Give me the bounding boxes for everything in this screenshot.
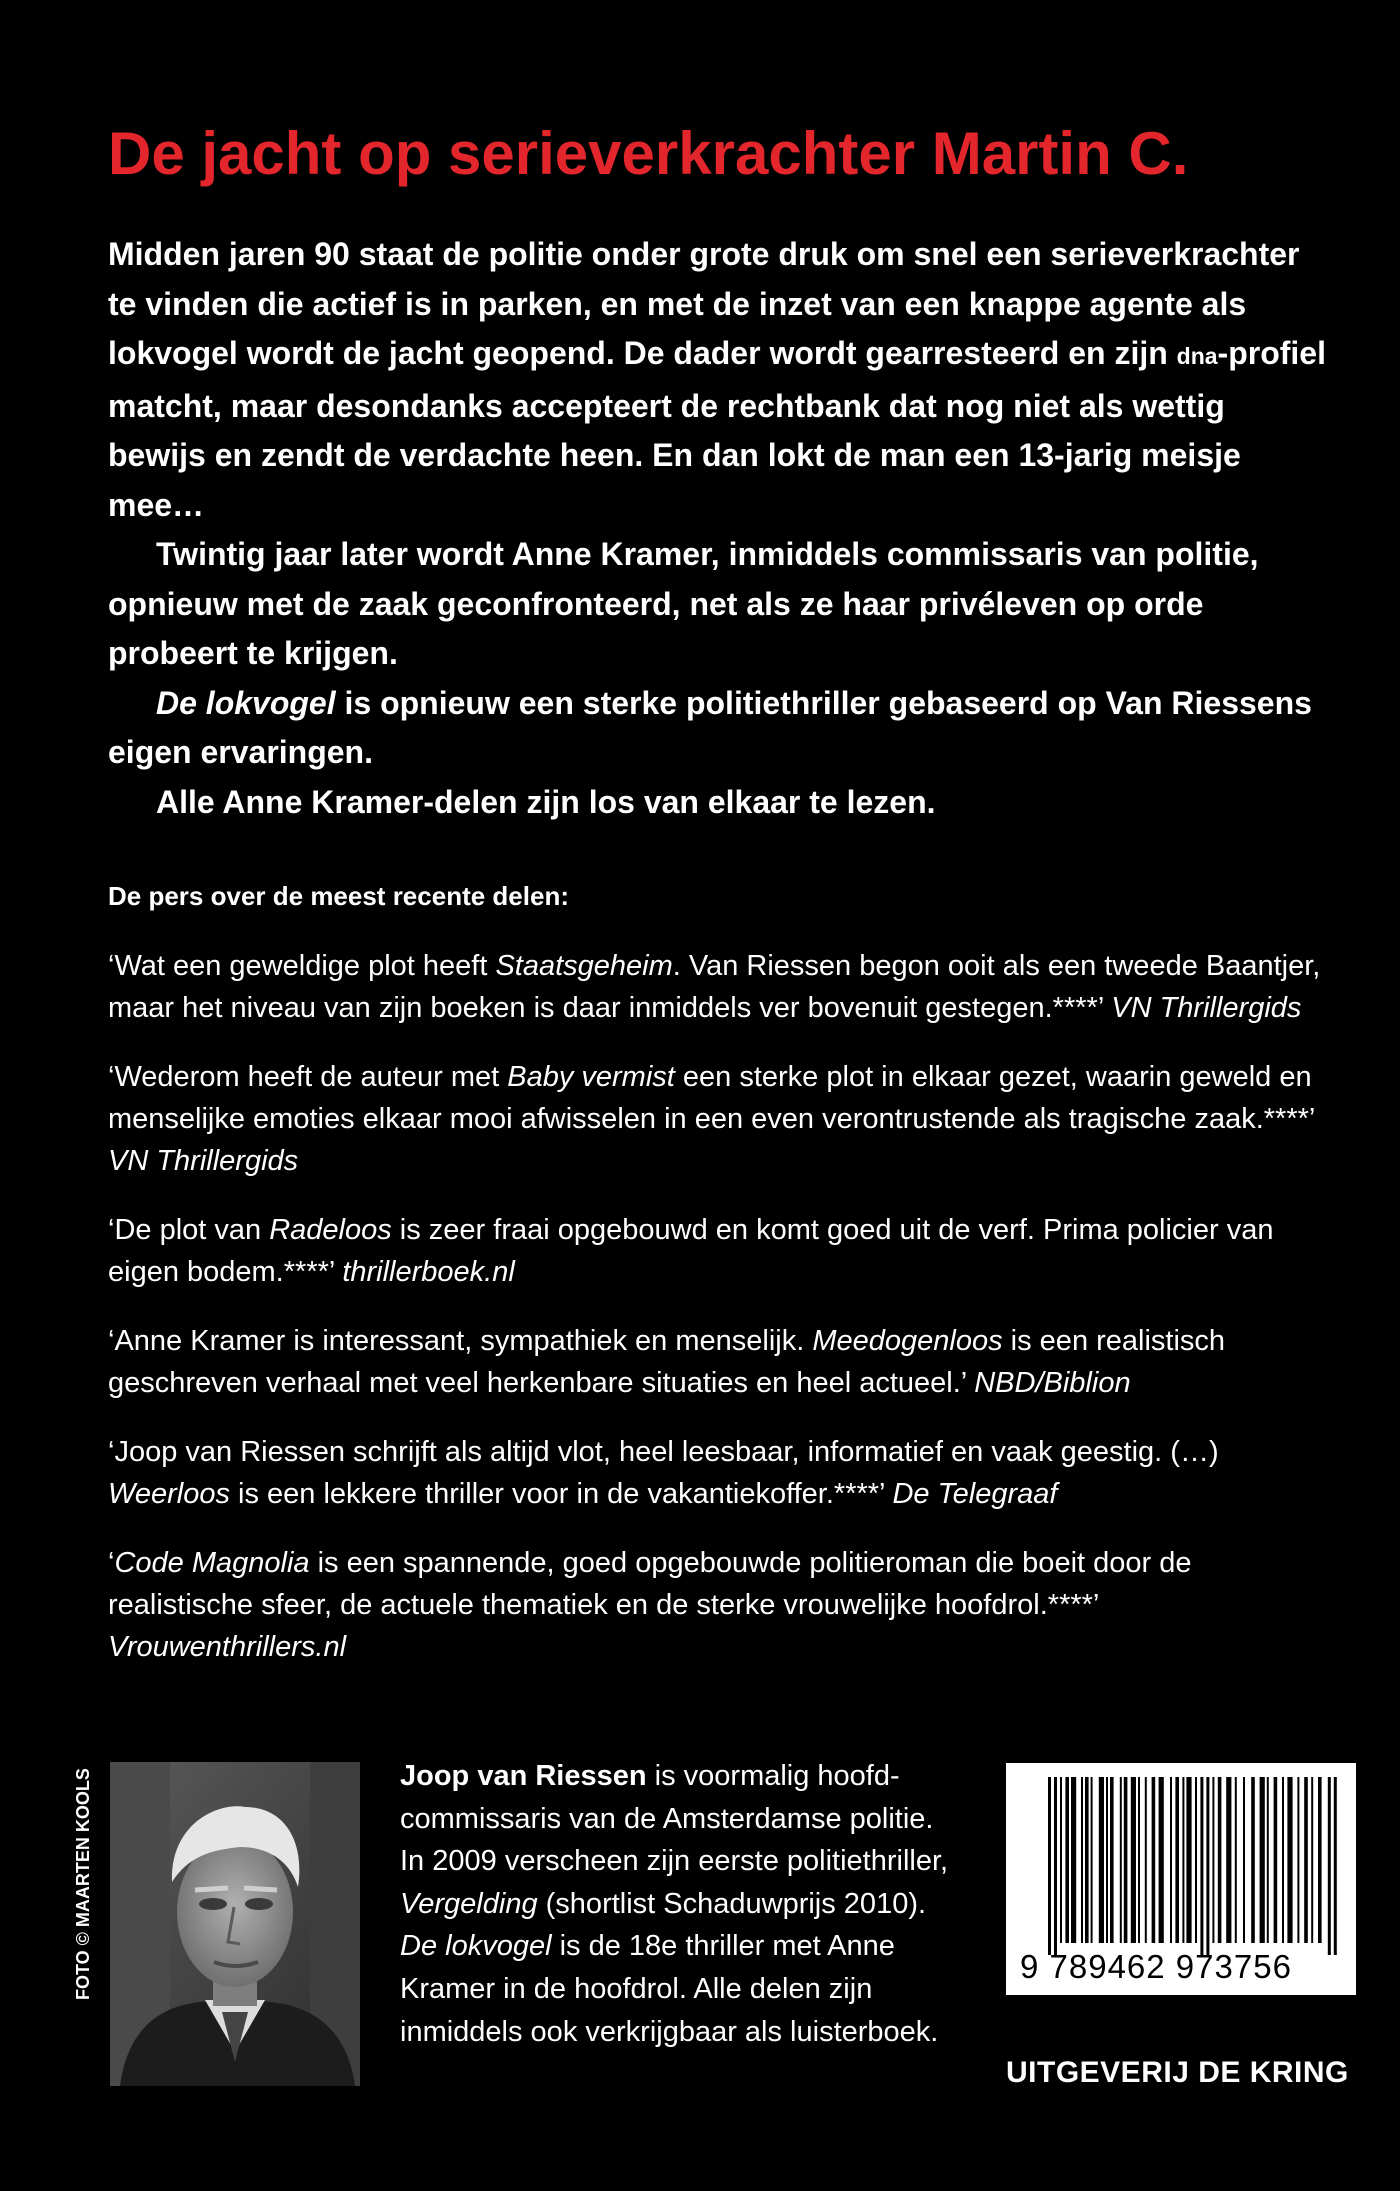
- author-photo: [110, 1762, 360, 2086]
- barcode-bar: [1182, 1777, 1184, 1943]
- barcode-bar: [1260, 1777, 1265, 1943]
- quote-source: thrillerboek.nl: [342, 1256, 515, 1288]
- press-heading: De pers over de meest recente delen:: [108, 881, 569, 911]
- quote-text: . Van Riessen begon ooit als een tweede Baantjer, maar het niveau van zijn boeken is daar inmiddels ver bovenuit gestegen.****’: [108, 950, 1321, 1024]
- publisher-name: UITGEVERIJ DE KRING: [1006, 2056, 1349, 2089]
- isbn-barcode: [1006, 1763, 1356, 1995]
- barcode-bar: [1334, 1777, 1337, 1955]
- barcode-bar: [1218, 1777, 1222, 1943]
- barcode-bar: [1200, 1777, 1203, 1955]
- barcode-bar: [1071, 1777, 1076, 1943]
- barcode-bar: [1226, 1777, 1231, 1943]
- barcode-bar: [1235, 1777, 1237, 1943]
- bio-book-title: Vergelding: [400, 1887, 538, 1920]
- barcode-bar: [1328, 1777, 1331, 1955]
- isbn-digits: 9 789462 973756: [1020, 1948, 1292, 1985]
- quote-book-title: Meedogenloos: [812, 1325, 1003, 1357]
- quote-source: NBD/Biblion: [974, 1367, 1131, 1399]
- blurb-paragraph-3: [108, 679, 1328, 778]
- barcode-bar: [1212, 1777, 1214, 1943]
- blurb-paragraph-2: Twintig jaar later wordt Anne Kramer, inmiddels commissaris van politie, opnieuw met de zaak geconfronteerd, net als ze haar privéleven op orde probeert te krijgen.: [108, 536, 1259, 671]
- quote-book-title: Staatsgeheim: [495, 950, 673, 982]
- quote-text: ‘Wat een geweldige plot heeft: [108, 950, 496, 982]
- press-quote: [108, 1056, 1328, 1182]
- blurb: [108, 230, 1328, 827]
- barcode-bar: [1060, 1777, 1062, 1943]
- barcode-bar: [1145, 1777, 1147, 1943]
- quote-book-title: Baby vermist: [507, 1061, 675, 1093]
- barcode-bar: [1297, 1777, 1299, 1943]
- barcode-bar: [1159, 1777, 1164, 1943]
- barcode-bar: [1318, 1777, 1322, 1943]
- quote-text: een sterke plot in elkaar gezet, waarin geweld en menselijke emoties elkaar mooi afwisselen in een even verontrustende als tragische zaak.****’: [108, 1061, 1315, 1135]
- blurb-paragraph-1: [108, 230, 1328, 530]
- quote-text: ‘Joop van Riessen schrijft als altijd vlot, heel leesbaar, informatief en vaak geestig. (…): [108, 1436, 1219, 1468]
- bio-book-title: De lokvogel: [400, 1930, 552, 1963]
- quote-text: ‘: [108, 1547, 115, 1579]
- quote-text: ‘Anne Kramer is interessant, sympathiek en menselijk.: [108, 1325, 813, 1357]
- author-name: Joop van Riessen: [400, 1760, 647, 1792]
- press-quote: [108, 1320, 1328, 1404]
- press-quote: [108, 1209, 1328, 1293]
- quote-source: VN Thrillergids: [1111, 992, 1302, 1024]
- bio-text: is voormalig hoofdcommissaris van de Amsterdamse politie. In 2009 verscheen zijn eerste politiethriller,: [400, 1760, 949, 1878]
- quote-text: ‘Wederom heeft de auteur met: [108, 1061, 508, 1093]
- quote-source: De Telegraaf: [892, 1478, 1058, 1510]
- author-bio: [400, 1755, 960, 2053]
- barcode-bar: [1054, 1777, 1057, 1955]
- barcode-bar: [1124, 1777, 1128, 1943]
- barcode-bar: [1099, 1777, 1104, 1943]
- barcode-bar: [1081, 1777, 1083, 1943]
- quote-text: ‘De plot van: [108, 1214, 270, 1246]
- barcode-bar: [1048, 1777, 1051, 1955]
- quote-text: is een spannende, goed opgebouwde politieroman die boeit door de realistische sfeer, de actuele thematiek en de sterke vrouwelijke hoofdrol.****’: [108, 1547, 1192, 1621]
- barcode-bar: [1175, 1777, 1179, 1943]
- barcode-bar: [1304, 1777, 1308, 1943]
- blurb-text: is opnieuw een sterke politiethriller gebaseerd op Van Riessens eigen ervaringen.: [108, 684, 1312, 770]
- quote-text: is zeer fraai opgebouwd en komt goed uit de verf. Prima policier van eigen bodem.****’: [108, 1214, 1274, 1288]
- barcode-bar: [1106, 1777, 1108, 1943]
- author-portrait-image: [110, 1762, 360, 2086]
- barcode-bar: [1274, 1777, 1278, 1943]
- barcode-bar: [1065, 1777, 1069, 1943]
- press-quotes: [108, 945, 1328, 1695]
- barcode-bar: [1085, 1777, 1089, 1943]
- quote-source: Vrouwenthrillers.nl: [108, 1631, 347, 1663]
- barcode-bar: [1091, 1777, 1093, 1943]
- quote-text: is een realistisch geschreven verhaal met veel herkenbare situaties en heel actueel.’: [108, 1325, 1226, 1399]
- book-title: De jacht op serieverkrachter Martin C.: [108, 120, 1189, 187]
- barcode-bar: [1120, 1777, 1122, 1943]
- quote-text: is een lekkere thriller voor in de vakantiekoffer.****’: [229, 1478, 893, 1510]
- barcode-bar: [1152, 1777, 1156, 1943]
- blurb-text: Midden jaren 90 staat de politie onder grote druk om snel een serieverkrachter te vinden die actief is in parken, en met de inzet van een knappe agente als lokvogel wordt de jacht geopend. De dader wordt gearresteerd en zijn: [108, 236, 1300, 371]
- barcode-bar: [1282, 1777, 1284, 1943]
- dna-smallcaps: dna: [1176, 343, 1218, 369]
- barcode-bar: [1206, 1777, 1209, 1955]
- bio-text: (shortlist Schaduwprijs 2010).: [537, 1887, 927, 1920]
- barcode-bar: [1131, 1777, 1136, 1943]
- barcode-bar: [1170, 1777, 1172, 1943]
- blurb-text: -profiel matcht, maar desondanks accepteert de rechtbank dat nog niet als wettig bewijs en zendt de verdachte heen. En dan lokt de man een 13-jarig meisje mee…: [108, 335, 1326, 523]
- barcode-bar: [1251, 1777, 1255, 1943]
- bio-text: is de 18e thriller met Anne Kramer in de hoofdrol. Alle delen zijn inmiddels ook verkrijgbaar als luisterboek.: [400, 1930, 939, 2048]
- barcode-bar: [1287, 1777, 1292, 1943]
- barcode-bar: [1267, 1777, 1269, 1943]
- photo-credit: FOTO © MAARTEN KOOLS: [73, 1768, 93, 2000]
- barcode-bar: [1311, 1777, 1313, 1943]
- barcode-bar: [1186, 1777, 1191, 1943]
- quote-book-title: Code Magnolia: [114, 1547, 310, 1579]
- book-title-italic: De lokvogel: [156, 684, 336, 721]
- press-quote: [108, 1542, 1328, 1668]
- blurb-paragraph-4: Alle Anne Kramer-delen zijn los van elkaar te lezen.: [156, 783, 936, 820]
- barcode-bar: [1243, 1777, 1245, 1943]
- quote-book-title: Weerloos: [108, 1478, 230, 1510]
- quote-book-title: Radeloos: [269, 1214, 392, 1246]
- barcode-bar: [1110, 1777, 1114, 1943]
- press-quote: [108, 1431, 1328, 1515]
- barcode-bar: [1138, 1777, 1140, 1943]
- barcode-bar: [1195, 1777, 1197, 1943]
- quote-source: VN Thrillergids: [108, 1145, 299, 1177]
- press-quote: [108, 945, 1328, 1029]
